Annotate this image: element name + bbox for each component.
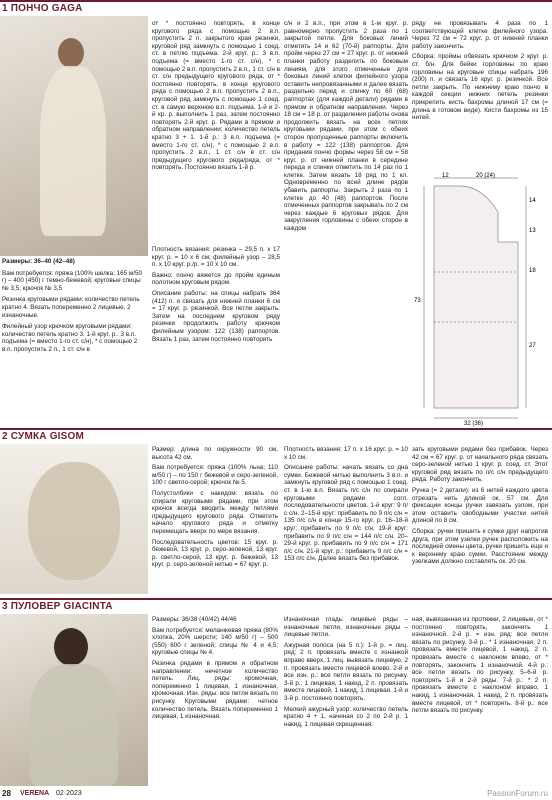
bag-assembly: Сборка: ручки пришить к сумке друг напротив друга, при этом узелки ручек расположить на последней смены цвета, ручки пришить еще и к верхнему краю сумки. Расстояние между узелками должно составлять ок. 20 см. [412,527,548,566]
poncho-description: Описание работы: на спицы набрать 364 (412) п. и связать для нижней планки 6 см = 17 круг. р. резинкой. Все петли закрыть. Затем на последнем круговом ряду резинки продолжить работу крючком филейным узором: 122 (138) раппортов. Вязать 1 раз, затем постоянно повторять [152,289,280,343]
poncho-column-2b [152,246,280,426]
bag-right: зать круговыми рядами без прибавок. Через 42 см = 67 круг. р. от начального ряда связать серо-зеленой нитью 1 круг. р. соед. ст. Этот круговой ряд вязать по п/с с/н предыдущего ряда. Работу закончить. [412,446,548,484]
poncho-materials: Вам потребуется: пряжа (100% шелка; 165 м/50 г) – 400 (450) г темно-бежевой; круговые спицы № 3,5; крючок № 3,5 [2,269,142,292]
poncho-important: Важно: пончо вяжется до пройм единым полотном круговым рядом. [152,271,280,287]
bag-sizes: Размер: длина по окружности 90 см, высота 42 см. [152,446,278,461]
section-title: 1 ПОНЧО GAGA [2,3,83,14]
section-title: 3 ПУЛОВЕР GIACINTA [2,601,113,612]
poncho-text-3: с/н и 2 в.п., при этом в 1-м круг. р. равномерно пропустить 2 раза по 1 закрытой петле. Для боковых линий отметить 14 и 62 (70-й) раппорты. Для пройм через 27 см = 27 круг. р. от нижней планки работу разделить по боковым линиям, для этого отмеченные для боковых линий клетки филейного узора оставить непровязанными и далее вязать раздельно перед и спинку по 60 (68) раппортах (для каждой детали) рядами в прямом и обратном направлении. Через 18 см = 18 р. от разделения работы снова продолжить вязать на всех петлях круговыми рядами, при этом с обеих сторон пропущенные раппорты включить в работу = 122 (138) раппортов. Для придания пончо формы через 58 см = 58 круг. р. от нижней планки в середине переда и спинки отметить по 14 раз по 1 клетке. Затем вязать 18 ряд по 1 кл. Одновременно по всей длине рядов убавить раппорты. Закрыть 2 раза по 1 клетке до 40 (48) раппортов. После отмеченных раппортов закрывать по 2 см через каждые 6 круговых рядов. Для закругления горловины с обеих сторон в каждом [284,20,408,233]
pullover-column-1 [152,616,278,786]
bag-column-2 [284,446,408,596]
poncho-rib: Резинка круговыми рядами: количество петель кратно 4. Вязать попеременно 2 лицевые, 2 изнаночные. [2,296,140,319]
poncho-meta [2,258,145,358]
bag-photo [0,444,148,594]
poncho-text-2: от * постоянно повторять, в конце кругового ряда с помощью 2 в.п. пропустить 2 п. закрытого края резинки, круговой ряд замкнуть с помощью 1 соед. ст. в петлю подъема. 2-й круг. р.: 3 в.п. подъема (= вместо 1-го ст. с/н), * с помощью 2 в.п. пропустить 2 в.п., 1 ст. с/н в ст. с/н предыдущего кругового ряда, от * постоянно повторять, в конце кругового ряда с помощью 2 в.п. пропустить 2 в.п., круговой ряд замкнуть с помощью 1 соед. ст. в самую верхнюю в.п. подъема. 1-й и 2-й кр. р. выполнить 1 раз, затем постоянно повторять 2-й круг. р. Рядами в прямом и обратном направлении: количество петель кратно 3 + 1. 1-й р.: 3 в.п. подъема (= вместо 1-го ст. с/н), * с помощью 2 в.п. пропустить 2 в.п., 1 ст. с/н в ст. с/н предыдущего кругового ряда/ряда, от * повторять. Постоянно вязать 1-й р. [152,20,280,172]
watermark: PassionForum.ru [487,789,548,798]
poncho-right-text: ряду не провязывать 4 раза по 1 соответствующей клетке филейного узора. Через 72 см = 72 круг. р. от нижней планки работу закончить. [412,20,548,50]
diagram-label: 20 (24) [476,173,496,179]
page-number: 28 [2,789,11,798]
diagram-label: 13 [529,228,536,234]
page-footer [0,788,552,800]
poncho-pattern-diagram [412,172,548,427]
pullover-right: ная, вывязанная из протяжки, 2 лицевые, от * постоянно повторять, закончить 1 изнаночной. 2-й р. = изн. ряд: все петли вязать по рисунку. 3-й р.: * 1 изнаночная, 2 п. провязать вместе лицевой, 1 накид, 2 п. провязать вместе с наклоном влево, от * повторять, закончить 1 изнаночной. 4-й р.: все петли вязать по рисунку, 5–6-й р. повторять 1-й и 2-й ряды. 7-й р.: * 2 п. провязать вместе с наклоном вправо, 1 накид, 1 изнаночная, 1 накид, 2 п. провязать вместе лицевой, от * повторять. 8-й р.: все петли вязать по рисунку. [412,616,548,715]
bag-columns: Полустолбики с накидом: вязать по спирали круговыми рядами, при этом крючок всегда вводить между петлями предыдущего кругового ряда. Отметить начало кругового ряда и отметку перемещать вверх по мере вязания. [152,489,278,535]
poncho-photo [0,16,148,256]
poncho-assembly: Сборка: проймы обвязать крючком 2 круг. р. ст. б/н. Для бейки горловины по краю горловины на круговые спицы набрать 196 (200) п. и связать 16 круг. р. резинкой. Все петли закрыть. По нижнему краю пончо в каждой секции нижних петель резинки прикрепить кисть бахромы длиной 17 см (= длина в готовом виде). Кисти бахромы из 15 нитей. [412,53,548,122]
pullover-sizes: Размеры: 36/38 (40/42) 44/46 [152,616,237,623]
diagram-label: 14 [529,198,536,204]
magazine-name: VERENA [20,790,50,797]
bag-column-3 [412,446,548,596]
section-header-poncho [0,0,552,16]
pullover-lace-stripe: Ажурная полоса (на 5 п.): 1-й р. = лиц. ряд: 2 п. провязать вместе с изнанкой вправо вверх, 1 лиц. вывязать лицевую, 2 п. провязать вместе лицевой влево. 2-й и все изн. р.: все петли вязать по рисунку. 3-й р.: 1 лицевая, 1 накид, 2 п. провязать вместе лицевой, 1 накид, 1 лицевая. 1-й и 3-й р. постоянно повторять. [284,641,408,702]
bag-handles: Ручка (= 2 детали): из 6 нитей каждого цвета отрезать нить длиной ок. 57 см. Для фиксации концы ручки завязать узлом, при этом оставить свободными участки нитей длиной по 8 см. [412,486,548,525]
bag-column-1 [152,446,278,596]
poncho-sizes: Размеры: 36–40 (42–48) [2,258,75,265]
poncho-column-2 [152,20,280,246]
pullover-lace-small: Мелкий ажурный узор: количество петель кратно 4 + 1, начиная со 2 по 2-й р. 1 накид, 1 лицевая скрещенная. [284,705,408,728]
pullover-purl: Изнаночная гладь: лицевые ряды – изнаночные петли, изнаночные ряды – лицевые петли. [284,616,408,639]
bag-materials: Вам потребуется: пряжа (100% льна; 110 м/50 г) – по 150 г бежевой и серо-зеленой, 100 г светло-серой; крючок № 5. [152,464,278,487]
poncho-column-3 [284,20,408,425]
pullover-rib: Резинка рядами в прямом и обратном направлении: нечетное количество петель. Лиц. ряды: кромочная, попеременно 1 лицевая, 1 изнаночная, кромочная. Изн. ряды: все петли вязать по рисунку. Круговыми рядами: четное количество петель. Вязать попеременно 1 лицевая, 1 изнаночная. [152,659,278,721]
pullover-column-2 [284,616,408,786]
pullover-materials: Вам потребуется: меланжевая пряжа (80% хлопка, 20% шерсти; 140 м/50 г) – 500 (550) 600 г зеленой; спицы № 4 и 4,5; круговые спицы № 4. [152,626,278,657]
diagram-label: 32 (36) [464,421,484,427]
poncho-density: Плотность вязания: резинка – 29,5 п. х 17 круг. р. = 10 х 6 см; филейный узор – 28,5 п. х 10 круг. р./р. = 10 х 10 см. [152,246,280,269]
bag-density: Плотность вязания: 17 п. х 16 круг. р. = 10 х 10 см. [284,446,408,461]
diagram-label: 27 [529,343,536,349]
section-header-pullover [0,598,552,614]
diagram-label: 12 [442,173,449,179]
bag-sequence: Последовательность цветов: 15 круг. р. бежевой, 13 круг. р. серо-зеленой, 13 круг. р. светло-серой, 13 круг. р. бежевой, 13 круг. р. серо-зеленой нитью = 67 круг. р. [152,538,278,569]
diagram-label: 73 [414,298,421,304]
poncho-column-4 [412,20,548,170]
section-header-bag [0,428,552,444]
bag-description: Описание работы: начать вязать со дна сумки. Бежевой нитью выполнить 3 в.п. и замкнуть круговой ряд с помощью 1 соед. ст. в 1-ю в.п. Вязать п/с с/н по спирали круговыми рядами согл. последовательности цветов. 1-й круг: 9 п/с с/н. 2–15-й круг: прибавить по 9 п/с с/н = 135 п/с с/н в конце 15-го круг. р. 16–18-й круг: прибавить по 9 п/с с/н. 19-й круг: прибавить по 9 п/с с/н = 144 п/с с/н. 20–29-й круг. р. прибавить по 9 п/с с/н = 171 п/с с/н. 21-й круг. р.: прибавить 9 п/с с/н = 153 п/с с/н. Далее вязать без прибавок. [284,464,408,563]
diagram-label: 18 [529,268,536,274]
poncho-pattern: Филейный узор крючком круговыми рядами: количество петель кратно 3. 1-й круг. р.: 3 в.п. подъема (= вместо 1-го ст. с/н), * с помощью 2 в.п. пропустить 2 п., 1 ст. с/н в [2,323,138,353]
section-title: 2 СУМКА GISOM [2,431,85,442]
pullover-photo [0,614,148,786]
issue-number: 02·2023 [56,790,82,797]
pullover-column-3 [412,616,548,786]
